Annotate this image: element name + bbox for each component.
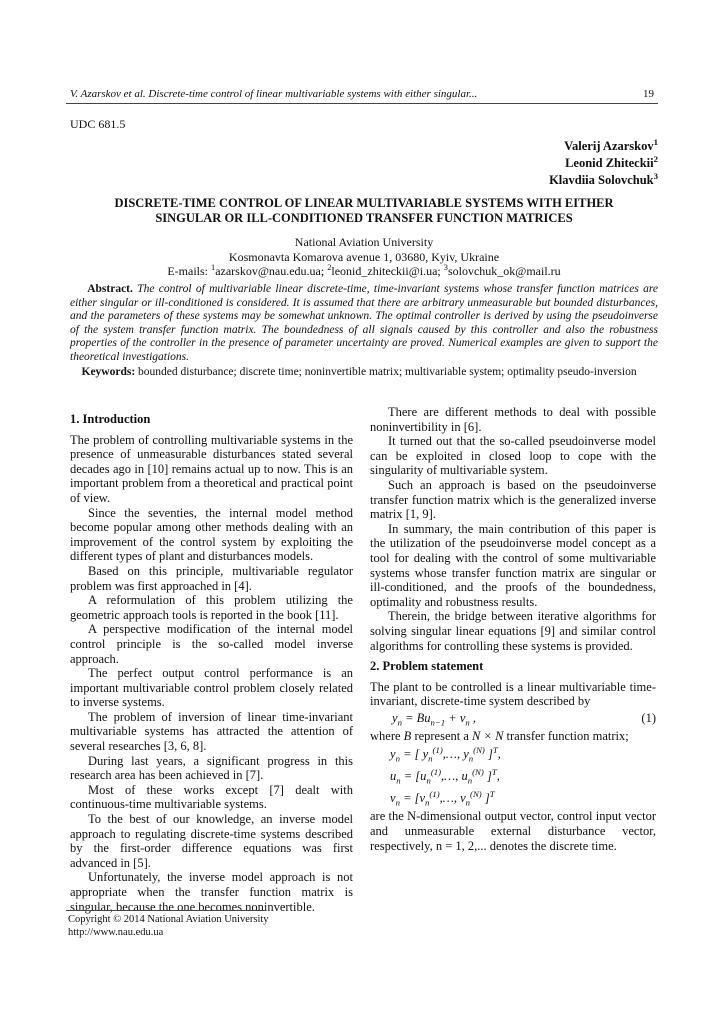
section-heading-problem-statement: 2. Problem statement bbox=[370, 659, 484, 674]
paragraph: The plant to be controlled is a linear multivariable time-invariant, discrete-time system described by bbox=[370, 679, 656, 709]
paragraph: The perfect output control performance is an important multivariable control problem closely related to inverse systems. bbox=[70, 666, 353, 710]
paragraph: It turned out that the so-called pseudoinverse model can be exploited in closed loop to cope with the singularity of multivariable system. bbox=[370, 434, 656, 478]
author-3: Klavdiia Solovchuk$^3$ bbox=[549, 170, 658, 187]
author-1: Valerij Azarskov$^1$ bbox=[564, 136, 658, 153]
paragraph: The problem of controlling multivariable systems in the presence of unmeasurable disturbances stated several decades ago in [10] remains actual up to now. This is an important problem from a theoretical and practical point of view. bbox=[70, 432, 353, 505]
paragraph: A perspective modification of the internal model control principle is the so-called model inverse approach. bbox=[70, 622, 353, 666]
equation-u: $u_n$ = [$u_n^{(1)},\dots$, $u_n^{(N)}$ ]$^T$, bbox=[390, 767, 500, 786]
paragraph: Unfortunately, the inverse model approach is not appropriate when the transfer function matrix is singular, because the one becomes noninvertible. bbox=[70, 870, 353, 914]
paragraph: During last years, a significant progress in this research area has been achieved in [7]. bbox=[70, 753, 353, 783]
paragraph: To the best of our knowledge, an inverse model approach to regulating discrete-time systems described by the first-order difference equations was first advanced in [5]. bbox=[70, 812, 353, 870]
paragraph: Based on this principle, multivariable regulator problem was first approached in [4]. bbox=[70, 563, 353, 593]
paragraph: A reformulation of this problem utilizing the geometric approach tools is reported in the book [11]. bbox=[70, 593, 353, 622]
equation-1 bbox=[370, 709, 656, 729]
page-number: 19 bbox=[643, 88, 654, 100]
paragraph: There are different methods to deal with possible noninvertibility in [6]. bbox=[370, 405, 656, 434]
running-title: V. Azarskov et al. Discrete-time control of linear multivariable systems with either singular... bbox=[70, 88, 478, 100]
author-list bbox=[549, 138, 658, 189]
footer-divider bbox=[66, 910, 266, 911]
author-2: Leonid Zhiteckii$^2$ bbox=[565, 153, 658, 170]
abstract-label: Abstract. bbox=[87, 283, 133, 295]
udc-code: UDC 681.5 bbox=[70, 117, 126, 131]
paragraph: In summary, the main contribution of this paper is the utilization of the pseudoinverse model concept as a tool for dealing with the control of some multivariable systems whose transfer function matrix are singular or ill-conditioned, and the proofs of the boundedness, optimality and robustness results. bbox=[370, 521, 656, 609]
equation-v: $v_n$ = [$v_n^{(1)},\dots$, $v_n^{(N)}$ ]$^T$ bbox=[390, 789, 495, 808]
equation-y: $y_n$ = [ $y_n^{(1)},\dots$, $y_n^{(N)}$ ]$^T$, bbox=[390, 745, 501, 764]
address: Kosmonavta Komarova avenue 1, 03680, Kyiv, Ukraine bbox=[228, 249, 500, 264]
paragraph: are the N-dimensional output vector, control input vector and unmeasurable external disturbance vector, respectively, n = 1, 2,... denotes the discrete time. bbox=[370, 809, 656, 853]
keywords-label: Keywords: bbox=[81, 366, 136, 378]
paragraph: The problem of inversion of linear time-invariant multivariable systems has attracted the attention of several researches [3, 6, 8]. bbox=[70, 709, 353, 754]
left-column bbox=[70, 412, 353, 914]
emails: E-mails: $^1$azarskov@nau.edu.ua; $^2$leonid_zhiteckii@i.ua; $^3$solovchuk_ok@mail.ru bbox=[167, 263, 561, 278]
copyright: Copyright © 2014 National Aviation University bbox=[68, 914, 269, 925]
equation-1-body: $y_n = Bu_{n-1} + v_n$ , bbox=[392, 710, 477, 728]
equation-1-number: (1) bbox=[641, 710, 656, 725]
header-divider bbox=[66, 103, 658, 104]
website-link[interactable]: http://www.nau.edu.ua bbox=[68, 927, 164, 938]
abstract-text: The control of multivariable linear discrete-time, time-invariant systems whose transfer function matrices are either singular or ill-conditioned is considered. It is assumed that there are arbitrary unmeasurable but bounded disturbances, and the parameters of these systems may be somewhat unknown. The optimal controller is derived by using the pseudoinverse of the system transfer function matrix. The boundedness of all signals caused by this controller and also the robustness properties of the controller in the presence of parameter uncertainty are proved. Numerical examples are given to support the theoretical investigations. bbox=[70, 283, 659, 363]
paper-title: DISCRETE-TIME CONTROL OF LINEAR MULTIVARIABLE SYSTEMS WITH EITHER SINGULAR OR ILL-CONDITIONED TRANSFER FUNCTION MATRICES bbox=[114, 196, 614, 225]
keywords bbox=[70, 366, 658, 380]
paragraph: where B represent a N × N transfer function matrix; bbox=[370, 728, 629, 743]
paragraph: Therein, the bridge between iterative algorithms for solving singular linear equations [9] and similar control algorithms for controlling these systems is provided. bbox=[370, 609, 656, 653]
paragraph: Such an approach is based on the pseudoinverse transfer function matrix which is the generalized inverse matrix [1, 9]. bbox=[370, 477, 656, 522]
abstract bbox=[70, 283, 658, 365]
paragraph: Since the seventies, the internal model method become popular among other methods dealing with an improvement of the control system by exploiting the different types of plant and disturbances models. bbox=[70, 505, 353, 564]
right-column bbox=[370, 405, 656, 853]
section-heading-introduction: 1. Introduction bbox=[70, 412, 151, 426]
footer bbox=[68, 913, 269, 939]
vector-definitions bbox=[390, 743, 656, 809]
keywords-text: bounded disturbance; discrete time; noninvertible matrix; multivariable system; optimality pseudo-inversion bbox=[138, 366, 637, 378]
affiliation bbox=[70, 235, 658, 279]
paragraph: Most of these works except [7] dealt with continuous-time multivariable systems. bbox=[70, 782, 353, 812]
university: National Aviation University bbox=[294, 235, 434, 249]
